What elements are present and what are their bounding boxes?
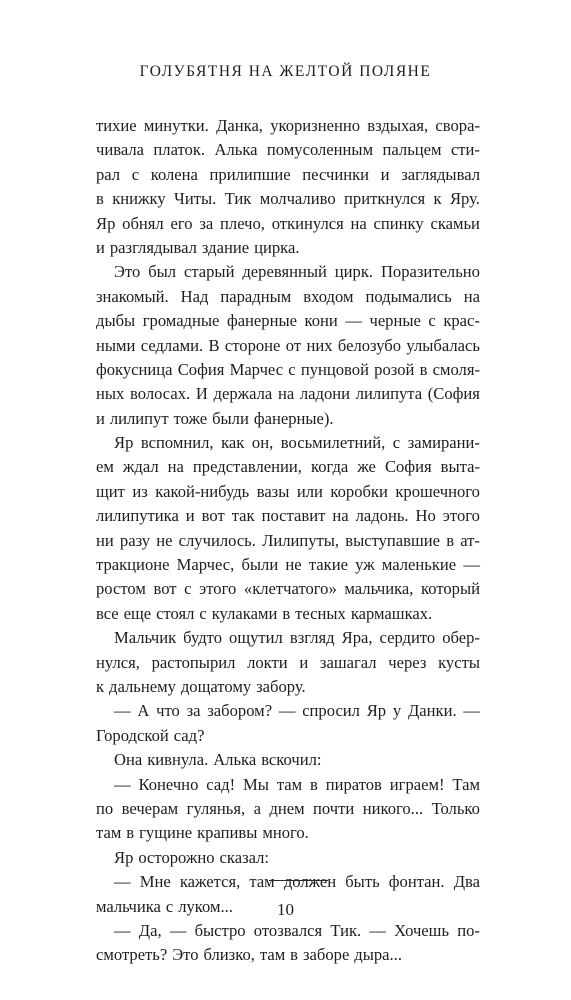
word: Мне: [139, 872, 171, 892]
word: тоже: [173, 408, 208, 428]
word: (София: [427, 384, 480, 404]
word: вот: [201, 506, 225, 526]
text-line: [96, 504, 480, 528]
word: там: [96, 823, 122, 843]
word: скамьи: [430, 213, 480, 233]
word: на: [167, 457, 184, 477]
word: разглядывал: [109, 237, 197, 257]
text-line: [96, 602, 480, 626]
word: кармашках.: [350, 603, 433, 623]
word: Поразительно: [380, 262, 480, 282]
word: а: [253, 798, 261, 818]
running-title: ГОЛУБЯТНЯ НА ЖЕЛТОЙ ПОЛЯНЕ: [139, 63, 432, 80]
text-line: [96, 236, 480, 260]
word: быть: [345, 872, 380, 892]
word: приткнулся: [344, 189, 426, 209]
word: спросил: [302, 701, 360, 721]
word: колена: [150, 164, 198, 184]
text-line: [96, 797, 480, 821]
word: минутки.: [143, 116, 209, 135]
word: от: [285, 335, 302, 355]
word: цирк.: [334, 262, 374, 282]
text-line: [96, 260, 480, 284]
text-line: [96, 724, 480, 748]
word: по-: [457, 920, 480, 940]
word: них: [306, 335, 333, 355]
word: Мальчик: [114, 628, 177, 648]
word: разу: [119, 530, 151, 550]
word: зашагал: [319, 652, 377, 672]
word: —: [114, 920, 131, 940]
word: забору.: [256, 676, 306, 696]
word: и: [380, 164, 390, 184]
word: и: [299, 652, 309, 672]
word: же: [357, 457, 376, 477]
word: черные: [369, 311, 421, 331]
word: там: [276, 774, 303, 794]
word: пальцем: [382, 140, 442, 160]
text-line: [96, 163, 480, 187]
text-line: [96, 334, 480, 358]
word: обнял: [122, 213, 164, 233]
word: по: [96, 798, 114, 818]
word: этого: [442, 506, 480, 526]
text-line: [96, 577, 480, 601]
word: Яр: [114, 847, 134, 867]
word: осторожно: [138, 847, 215, 867]
word: все: [96, 603, 119, 623]
word: откинулся: [271, 213, 344, 233]
word: должен: [283, 872, 337, 892]
word: улыбалась: [406, 335, 480, 355]
text-line: [96, 382, 480, 406]
word: ростом: [96, 579, 146, 599]
word: какой-нибудь: [155, 481, 250, 501]
word: дощатому: [180, 676, 252, 696]
word: пунцовой: [300, 359, 369, 379]
word: и: [96, 408, 105, 428]
text-line: [96, 138, 480, 162]
word: сад?: [173, 725, 205, 745]
word: —: [114, 774, 131, 794]
word: Это: [172, 945, 199, 965]
word: Данка,: [216, 116, 263, 135]
word: еще: [123, 603, 152, 623]
text-line: [96, 114, 480, 138]
word: забором?: [207, 701, 273, 721]
word: Тик.: [330, 920, 362, 940]
word: тесных: [295, 603, 346, 623]
word: Только: [431, 798, 480, 818]
word: быстро: [194, 920, 246, 940]
word: Но: [415, 506, 436, 526]
word: гущине: [139, 823, 193, 843]
word: ладони: [299, 384, 351, 404]
word: белозубо: [337, 335, 402, 355]
word: за: [199, 213, 214, 233]
word: Мы: [243, 774, 269, 794]
word: обер-: [442, 628, 480, 648]
word: днем: [269, 798, 305, 818]
word: мальчика,: [344, 579, 414, 599]
word: заглядывал: [401, 164, 480, 184]
word: что: [156, 701, 180, 721]
word: луком...: [178, 896, 233, 916]
word: сказал:: [219, 847, 270, 867]
text-line: [96, 407, 480, 431]
word: ощутил: [229, 628, 283, 648]
text-line: [96, 626, 480, 650]
word: держала: [213, 384, 273, 404]
word: через: [388, 652, 427, 672]
text-line: [96, 748, 480, 772]
word: поставит: [261, 506, 326, 526]
word: будто: [183, 628, 223, 648]
word: кивнула.: [147, 750, 209, 770]
word: выта-: [440, 457, 480, 477]
word: тихие: [96, 116, 137, 135]
word: цирка.: [254, 237, 300, 257]
word: Марчес,: [176, 555, 235, 575]
word: Городской: [96, 725, 169, 745]
word: крошечного: [395, 481, 480, 501]
word: Яра,: [341, 628, 373, 648]
word: там: [249, 872, 275, 892]
word: Яру.: [449, 189, 480, 209]
word: кулаками: [211, 603, 278, 623]
word: щит: [96, 481, 125, 501]
word: мальчика: [96, 896, 161, 916]
word: помусоленным: [266, 140, 374, 160]
word: рал: [96, 164, 121, 184]
word: вот: [153, 579, 177, 599]
word: ладонь.: [355, 506, 409, 526]
word: сердито: [379, 628, 436, 648]
text-line: [96, 480, 480, 504]
word: спинку: [373, 213, 424, 233]
text-line: [96, 358, 480, 382]
word: так: [231, 506, 255, 526]
word: был: [148, 262, 177, 282]
text-line: [96, 455, 480, 479]
word: на: [350, 213, 367, 233]
word: лилипутика: [96, 506, 179, 526]
word: он,: [251, 433, 274, 453]
text-line: [96, 285, 480, 309]
word: стороне: [224, 335, 281, 355]
word: замирани-: [407, 433, 480, 453]
word: седлами.: [140, 335, 204, 355]
word: не: [285, 555, 302, 575]
word: сти-: [450, 140, 480, 160]
word: —: [369, 920, 386, 940]
word: В: [208, 335, 220, 355]
word: с: [184, 579, 192, 599]
text-line: [96, 821, 480, 845]
word: играем!: [389, 774, 445, 794]
text-line: [96, 212, 480, 236]
word: вечерам: [121, 798, 179, 818]
word: фанерные: [226, 311, 297, 331]
word: у: [392, 701, 402, 721]
word: ни: [96, 530, 114, 550]
word: почти: [313, 798, 355, 818]
word: «клетчатого»: [243, 579, 337, 599]
word: нулся,: [96, 652, 140, 672]
word: Яр: [114, 433, 134, 453]
word: Два: [453, 872, 480, 892]
word: Там: [452, 774, 480, 794]
word: смоля-: [432, 359, 480, 379]
word: —: [114, 872, 131, 892]
word: на: [463, 286, 480, 306]
word: прилипшие: [209, 164, 291, 184]
word: к: [433, 189, 442, 209]
word: чивала: [96, 140, 144, 160]
text-line: [96, 919, 480, 943]
word: И: [195, 384, 208, 404]
word: укоризненно: [270, 116, 361, 135]
word: там: [259, 945, 286, 965]
word: к: [96, 676, 105, 696]
word: и: [96, 237, 105, 257]
word: фанерные).: [253, 408, 334, 428]
word: Марчес: [229, 359, 284, 379]
word: вазы: [256, 481, 290, 501]
word: волосах.: [130, 384, 191, 404]
word: на: [332, 506, 349, 526]
word: с: [288, 359, 296, 379]
word: с: [131, 164, 140, 184]
word: вздыхая,: [367, 116, 429, 135]
word: заборе: [302, 945, 350, 965]
word: много.: [262, 823, 309, 843]
word: ных: [96, 384, 125, 404]
word: гулянья,: [186, 798, 246, 818]
word: сад!: [206, 774, 236, 794]
word: Да,: [138, 920, 162, 940]
word: Читы.: [174, 189, 217, 209]
word: коробки: [330, 481, 388, 501]
word: этого: [199, 579, 237, 599]
word: за: [186, 701, 201, 721]
word: представлении,: [192, 457, 302, 477]
word: близко,: [203, 945, 255, 965]
word: —: [169, 920, 187, 940]
word: Лилипуты,: [262, 530, 340, 550]
word: Над: [180, 286, 209, 306]
word: ем: [96, 457, 114, 477]
word: София: [177, 359, 225, 379]
word: в: [446, 530, 455, 550]
word: который: [421, 579, 480, 599]
word: в: [282, 603, 291, 623]
footer-rule: [269, 880, 328, 881]
word: или: [296, 481, 323, 501]
word: уж: [355, 555, 375, 575]
word: подымались: [365, 286, 452, 306]
word: крапивы: [197, 823, 258, 843]
text-line: [96, 943, 480, 967]
word: растопырил: [151, 652, 236, 672]
word: дыбы: [96, 311, 136, 331]
word: А: [137, 701, 150, 721]
word: такие: [308, 555, 348, 575]
word: фокусница: [96, 359, 173, 379]
word: лилипут: [109, 408, 169, 428]
word: Яр: [366, 701, 387, 721]
word: свора-: [435, 116, 480, 135]
word: Это: [114, 262, 141, 282]
word: плечо,: [220, 213, 265, 233]
word: с: [165, 896, 174, 916]
word: с: [428, 311, 436, 331]
text-line: [96, 553, 480, 577]
word: восьмилетний,: [280, 433, 386, 453]
word: лилипута: [355, 384, 423, 404]
word: взгляд: [289, 628, 335, 648]
text-line: [96, 431, 480, 455]
word: книжку: [112, 189, 166, 209]
word: деревянный: [242, 262, 327, 282]
word: парадным: [220, 286, 292, 306]
word: не: [156, 530, 173, 550]
word: в: [290, 945, 299, 965]
word: дальнему: [109, 676, 176, 696]
word: громадные: [142, 311, 220, 331]
word: дыра...: [354, 945, 402, 965]
text-line: [96, 846, 480, 870]
word: знакомый.: [96, 286, 169, 306]
word: старый: [183, 262, 235, 282]
word: входом: [303, 286, 354, 306]
word: Конечно: [138, 774, 199, 794]
word: розой: [374, 359, 415, 379]
word: ждал: [122, 457, 159, 477]
word: вскочил:: [261, 750, 322, 770]
text-line: [96, 870, 480, 894]
word: были: [212, 408, 249, 428]
word: никого...: [362, 798, 424, 818]
word: тракционе: [96, 555, 170, 575]
word: Яр: [96, 213, 116, 233]
word: с: [392, 433, 401, 453]
word: были: [241, 555, 279, 575]
word: —: [463, 701, 480, 721]
word: отозвался: [253, 920, 323, 940]
word: локти: [247, 652, 288, 672]
word: кажется,: [179, 872, 241, 892]
word: как: [221, 433, 245, 453]
page-number: 10: [277, 900, 294, 919]
word: Алька: [214, 140, 258, 160]
word: ат-: [460, 530, 480, 550]
word: в: [126, 823, 135, 843]
word: когда: [310, 457, 349, 477]
word: кони: [304, 311, 338, 331]
word: кусты: [438, 652, 480, 672]
text-line: [96, 651, 480, 675]
word: песчинки: [302, 164, 370, 184]
word: из: [132, 481, 148, 501]
word: в: [310, 774, 318, 794]
word: случилось.: [178, 530, 256, 550]
word: —: [345, 311, 362, 331]
word: на: [277, 384, 295, 404]
word: Она: [114, 750, 143, 770]
word: маленькие: [381, 555, 457, 575]
word: его: [170, 213, 193, 233]
word: в: [96, 189, 104, 209]
word: здание: [201, 237, 250, 257]
word: платок.: [153, 140, 206, 160]
word: и: [185, 506, 195, 526]
text-line: [96, 773, 480, 797]
word: с: [199, 603, 207, 623]
word: вспомнил,: [140, 433, 214, 453]
word: стоял: [156, 603, 195, 623]
word: София: [384, 457, 432, 477]
word: пиратов: [325, 774, 382, 794]
word: —: [114, 701, 131, 721]
text-line: [96, 699, 480, 723]
text-line: [96, 529, 480, 553]
body-text: [96, 114, 480, 968]
word: в: [419, 359, 428, 379]
word: —: [278, 701, 296, 721]
word: ными: [96, 335, 136, 355]
word: крас-: [443, 311, 480, 331]
word: выступавшие: [345, 530, 441, 550]
word: смотреть?: [96, 945, 168, 965]
word: Тик: [224, 189, 252, 209]
word: Алька: [213, 750, 257, 770]
word: —: [463, 555, 480, 575]
word: молчаливо: [259, 189, 336, 209]
word: Данки.: [407, 701, 457, 721]
text-line: [96, 309, 480, 333]
word: фонтан.: [388, 872, 445, 892]
text-line: [96, 675, 480, 699]
text-line: [96, 187, 480, 211]
word: Хочешь: [394, 920, 450, 940]
